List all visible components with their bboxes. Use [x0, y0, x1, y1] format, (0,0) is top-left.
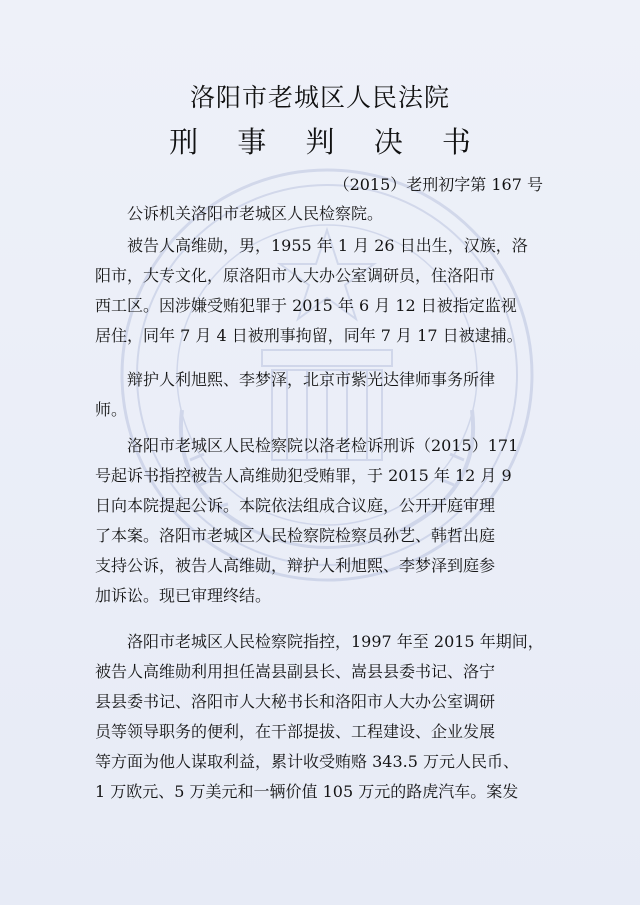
text-line: 加诉讼。现已审理终结。 — [95, 586, 272, 605]
paragraph-procedure — [95, 431, 547, 611]
text-line: 洛阳市老城区人民检察院以洛老检诉刑诉（2015）171 — [127, 436, 519, 455]
text-line: 1 万欧元、5 万美元和一辆价值 105 万元的路虎汽车。案发 — [95, 782, 519, 801]
text-line: 日向本院提起公诉。本院依法组成合议庭，公开开庭审理 — [95, 496, 496, 515]
court-name: 洛阳市老城区人民法院 — [189, 83, 450, 112]
text-line: 员等领导职务的便利，在干部提拔、工程建设、企业发展 — [95, 722, 496, 741]
text-line: 支持公诉，被告人高维勋，辩护人利旭熙、李梦泽到庭参 — [95, 556, 496, 575]
case-number: （2015）老刑初字第 167 号 — [333, 175, 543, 194]
paragraph-defendant — [95, 231, 547, 351]
text-line: 被告人高维勋利用担任嵩县副县长、嵩县县委书记、洛宁 — [95, 662, 496, 681]
text-line: 西工区。因涉嫌受贿犯罪于 2015 年 6 月 12 日被指定监视 — [95, 296, 517, 315]
text-line: 等方面为他人谋取利益，累计收受贿赂 343.5 万元人民币、 — [95, 752, 519, 771]
paragraph-prosecutor — [95, 199, 547, 229]
text-line: 阳市，大专文化，原洛阳市人大办公室调研员，住洛阳市 — [95, 266, 496, 285]
text-line: 公诉机关洛阳市老城区人民检察院。 — [127, 204, 384, 223]
text-line: 辩护人利旭熙、李梦泽，北京市紫光达律师事务所律 — [127, 370, 496, 389]
text-line: 被告人高维勋，男，1955 年 1 月 26 日出生，汉族，洛 — [127, 236, 528, 255]
text-line: 居住，同年 7 月 4 日被刑事拘留，同年 7 月 17 日被逮捕。 — [95, 326, 523, 345]
text-line: 县县委书记、洛阳市人大秘书长和洛阳市人大办公室调研 — [95, 692, 496, 711]
paragraph-defense-counsel — [95, 365, 547, 425]
text-line: 号起诉书指控被告人高维勋犯受贿罪，于 2015 年 12 月 9 — [95, 466, 512, 485]
document-title: 刑 事 判 决 书 — [169, 125, 486, 159]
paragraph-charges — [95, 627, 547, 807]
text-line: 了本案。洛阳市老城区人民检察院检察员孙艺、韩哲出庭 — [95, 526, 496, 545]
text-line: 洛阳市老城区人民检察院指控，1997 年至 2015 年期间， — [127, 632, 544, 651]
text-line: 师。 — [95, 400, 128, 419]
